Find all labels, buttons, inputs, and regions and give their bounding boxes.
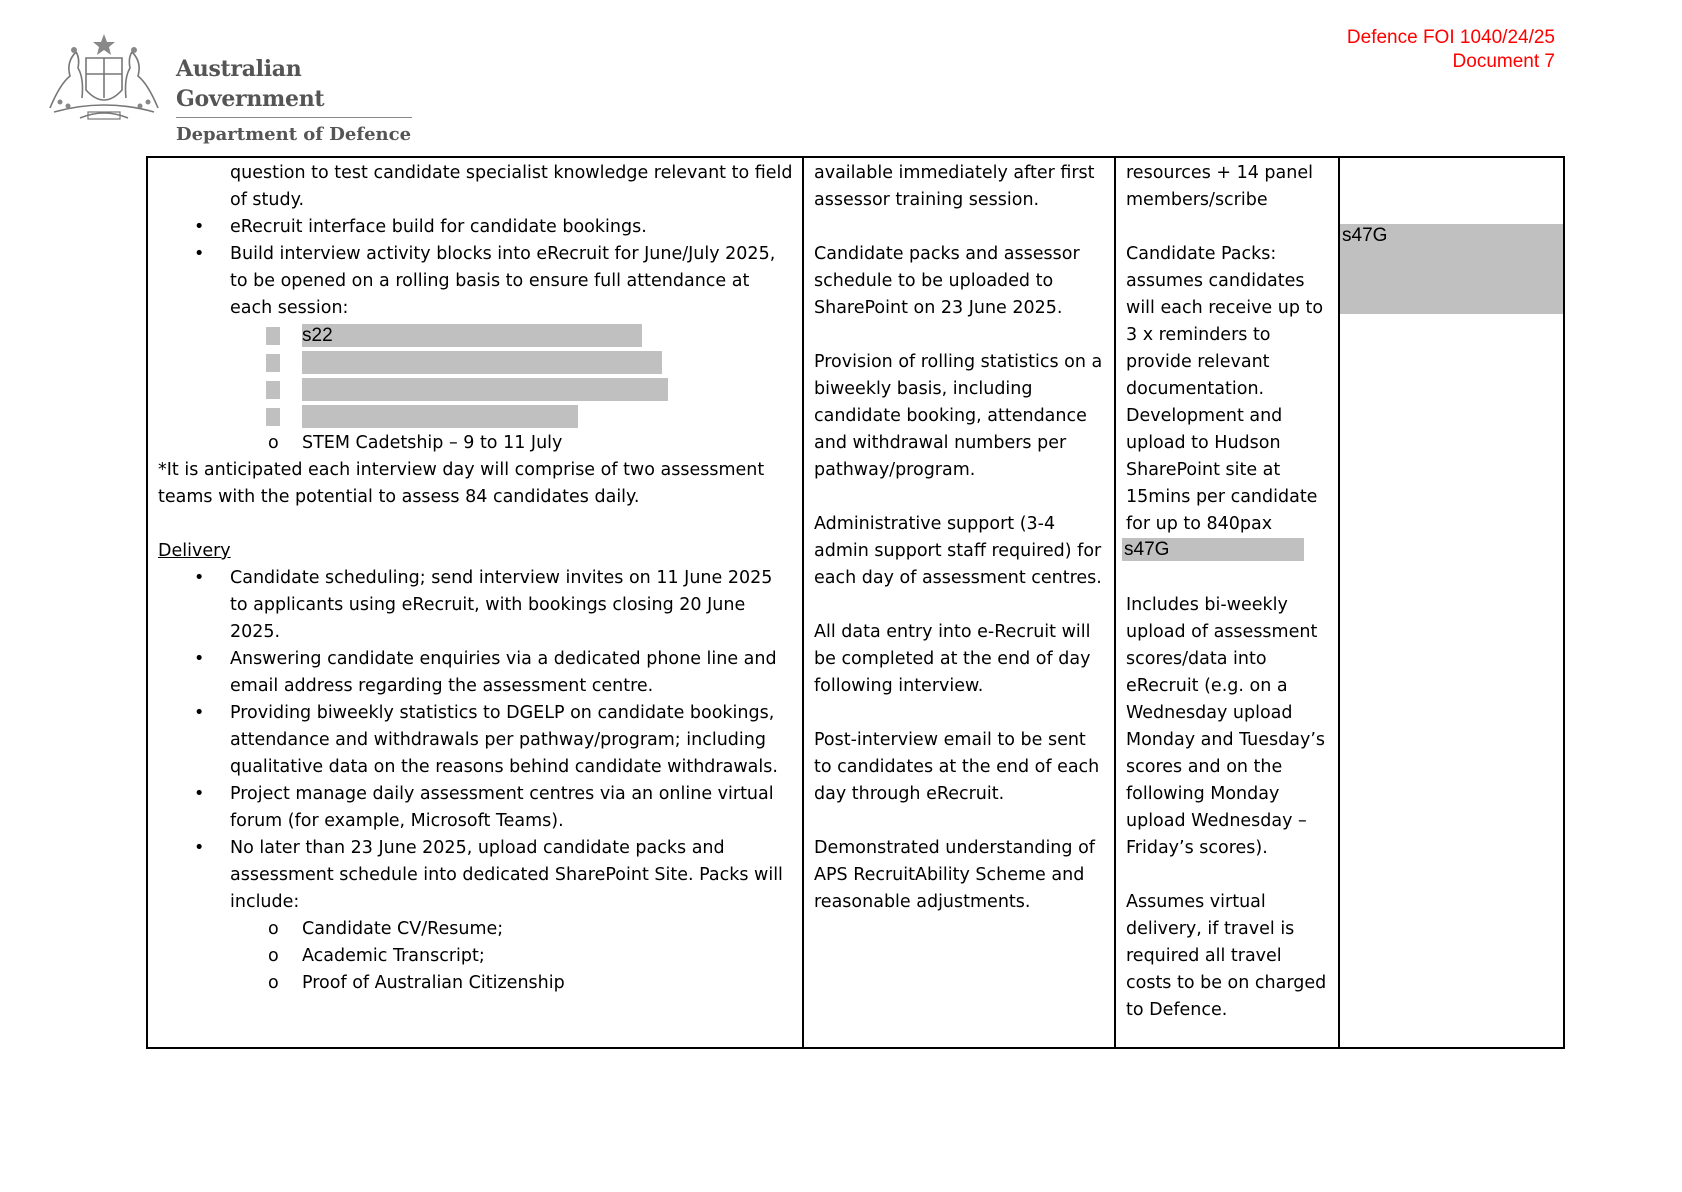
agency-name <box>176 54 440 148</box>
redaction-label: s47G <box>1340 224 1563 314</box>
redaction-label: s47G <box>1122 538 1304 561</box>
assumption-paragraph: Assumes virtual delivery, if travel is required all travel costs to be on charged to Defence. <box>1126 892 1327 1020</box>
table-row <box>147 157 1564 1048</box>
services-table <box>146 156 1565 1049</box>
redaction-label: s22 <box>302 324 642 347</box>
assumption-paragraph: Includes bi-weekly upload of assessment scores/data into eRecruit (e.g. on a Wednesday upload Monday and Tuesday’s scores and on the following Monday upload Wednesday – Friday’s scores). <box>1126 595 1326 858</box>
redaction-box <box>266 381 280 399</box>
redacted-row <box>158 322 794 349</box>
document-number: Document 7 <box>1452 51 1555 72</box>
pack-items-list <box>158 916 794 997</box>
services-column <box>147 157 803 1048</box>
redacted-row <box>158 376 794 403</box>
list-item: • Build interview activity blocks into eRecruit for June/July 2025, to be opened on a rolling basis to ensure full attendance at each session: <box>158 241 794 322</box>
timing-paragraph: Administrative support (3-4 admin support staff required) for each day of assessment centres. <box>814 514 1102 588</box>
timing-paragraph: Post-interview email to be sent to candidates at the end of each day through eRecruit. <box>814 730 1100 804</box>
timing-paragraph: Demonstrated understanding of APS RecruitAbility Scheme and reasonable adjustments. <box>814 838 1095 912</box>
anticipation-note: *It is anticipated each interview day will comprise of two assessment teams with the potential to assess 84 candidates daily. <box>158 460 765 507</box>
timing-paragraph: Provision of rolling statistics on a biweekly basis, including candidate booking, attendance and withdrawal numbers per pathway/program. <box>814 352 1103 480</box>
delivery-bullet-list <box>158 565 794 916</box>
redaction-box <box>302 378 668 401</box>
redacted-row <box>158 403 794 430</box>
agency-header <box>40 28 440 145</box>
setup-bullet-list <box>158 214 794 322</box>
redaction-box <box>302 405 578 428</box>
assumption-paragraph: resources + 14 panel members/scribe <box>1126 163 1313 210</box>
department-name: Department of Defence <box>176 124 412 145</box>
list-item: • No later than 23 June 2025, upload candidate packs and assessment schedule into dedicated SharePoint Site. Packs will include: <box>158 835 794 916</box>
list-item: • Providing biweekly statistics to DGELP on candidate bookings, attendance and withdrawals per pathway/program; including qualitative data on the reasons behind candidate withdrawals. <box>158 700 794 781</box>
assumptions-column <box>1115 157 1339 1048</box>
foi-stamp <box>1347 26 1555 74</box>
delivery-heading: Delivery <box>158 541 231 561</box>
timing-paragraph: available immediately after first assessor training session. <box>814 163 1095 210</box>
list-item: o STEM Cadetship – 9 to 11 July <box>158 430 794 457</box>
redaction-box <box>266 408 280 426</box>
assumption-paragraph: Candidate Packs: assumes candidates will each receive up to 3 x reminders to provide relevant documentation. Development and upload to Hudson SharePoint site at 15mins per candidate for up to 840pax <box>1126 244 1324 534</box>
redacted-session-list <box>158 322 794 430</box>
agency-divider <box>176 117 412 118</box>
list-item: o Proof of Australian Citizenship <box>158 970 794 997</box>
stem-list <box>158 430 794 457</box>
timing-paragraph: Candidate packs and assessor schedule to be uploaded to SharePoint on 23 June 2025. <box>814 244 1080 318</box>
intro-continuation: question to test candidate specialist knowledge relevant to field of study. <box>230 163 793 210</box>
cost-column <box>1339 157 1564 1048</box>
list-item: • Answering candidate enquiries via a dedicated phone line and email address regarding the assessment centre. <box>158 646 794 700</box>
list-item: o Candidate CV/Resume; <box>158 916 794 943</box>
redaction-box <box>266 327 280 345</box>
list-item: • Candidate scheduling; send interview invites on 11 June 2025 to applicants using eRecruit, with bookings closing 20 June 2025. <box>158 565 794 646</box>
list-item: • Project manage daily assessment centres via an online virtual forum (for example, Microsoft Teams). <box>158 781 794 835</box>
coat-of-arms-icon <box>40 28 168 124</box>
list-item: o Academic Transcript; <box>158 943 794 970</box>
government-name: Australian Government <box>176 56 325 112</box>
redacted-row <box>158 349 794 376</box>
timing-column <box>803 157 1115 1048</box>
redaction-box <box>266 354 280 372</box>
list-item: • eRecruit interface build for candidate bookings. <box>158 214 794 241</box>
redaction-box <box>302 351 662 374</box>
timing-paragraph: All data entry into e-Recruit will be completed at the end of day following interview. <box>814 622 1091 696</box>
foi-reference: Defence FOI 1040/24/25 <box>1346 27 1555 48</box>
